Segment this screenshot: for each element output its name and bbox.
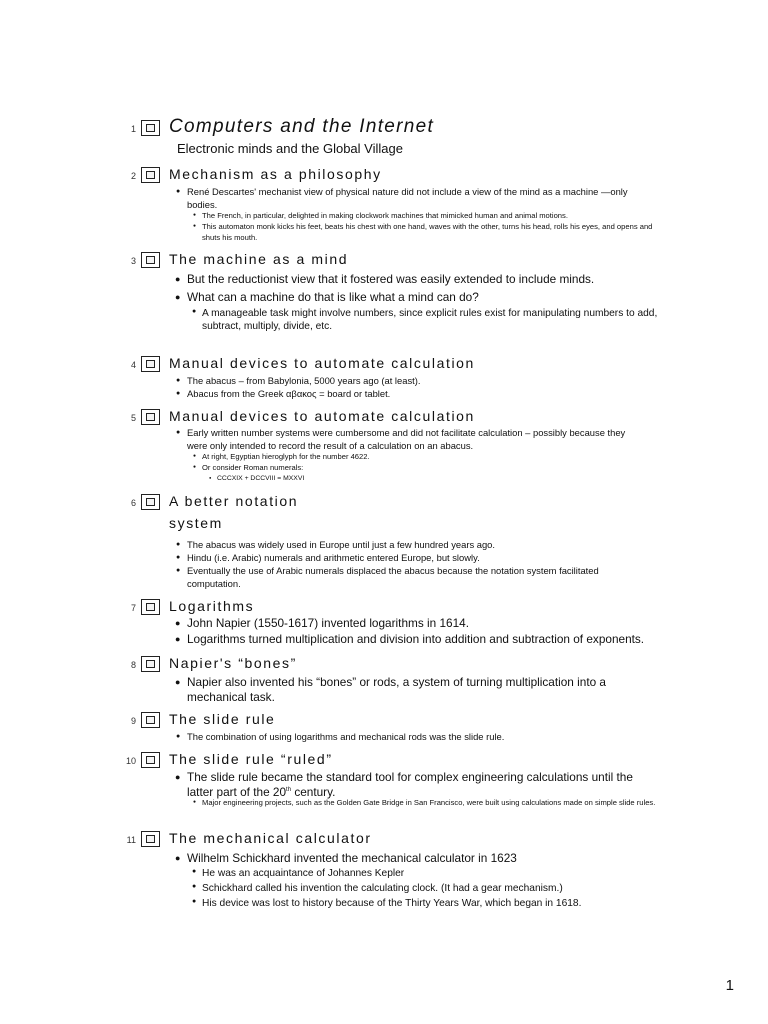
bullet-item: ● This automaton monk kicks his feet, beats his chest with one hand, waves with the other, turns his head, rolls his eyes, and opens and shuts his mouth. xyxy=(202,222,662,243)
bullet-item: ● The combination of using logarithms and mechanical rods was the slide rule. xyxy=(187,730,647,743)
slide-title: The slide rule “ruled” xyxy=(169,751,333,767)
slide-number: 2 xyxy=(130,171,136,181)
slide-title: The machine as a mind xyxy=(169,251,349,267)
slide-thumbnail-icon xyxy=(141,831,160,847)
bullet-item: ● René Descartes' mechanist view of physical nature did not include a view of the mind as a machine —only bodies. xyxy=(187,185,647,211)
bullet-item: ● John Napier (1550-1617) invented logarithms in 1614. xyxy=(187,616,647,631)
bullet-item: ● Early written number systems were cumbersome and did not facilitate calculation – possibly because they were only intended to record the result of a calculation on an abacus. xyxy=(187,426,647,452)
slide-title: A better notation xyxy=(169,493,299,509)
slide-number: 5 xyxy=(130,413,136,423)
slide-number: 8 xyxy=(130,660,136,670)
slide-number: 11 xyxy=(126,835,136,845)
slide-thumbnail-icon xyxy=(141,252,160,268)
bullet-item: ● Hindu (i.e. Arabic) numerals and arithmetic entered Europe, but slowly. xyxy=(187,551,647,564)
bullet-item: ● Wilhelm Schickhard invented the mechanical calculator in 1623 xyxy=(187,851,647,866)
bullet-item: ● The abacus was widely used in Europe until just a few hundred years ago. xyxy=(187,538,647,551)
bullet-item: ● He was an acquaintance of Johannes Kepler xyxy=(202,867,662,880)
bullet-item: ● CCCXIX + DCCVIII = MXXVI xyxy=(217,474,637,483)
bullet-item: ● The French, in particular, delighted in making clockwork machines that mimicked human and animal motions. xyxy=(202,211,662,222)
slide-number: 3 xyxy=(130,256,136,266)
bullet-item: ● At right, Egyptian hieroglyph for the number 4622. xyxy=(202,452,662,463)
bullet-item: ● Napier also invented his “bones” or rods, a system of turning multiplication into a mechanical task. xyxy=(187,675,647,704)
bullet-item: ● The abacus – from Babylonia, 5000 years ago (at least). xyxy=(187,374,647,387)
slide-number: 6 xyxy=(130,498,136,508)
bullet-item: ● Schickhard called his invention the calculating clock. (It had a gear mechanism.) xyxy=(202,882,662,895)
bullet-item: ● A manageable task might involve numbers, since explicit rules exist for manipulating numbers to add, subtract, multiply, divide, etc. xyxy=(202,307,662,333)
slide-thumbnail-icon xyxy=(141,167,160,183)
slide-number: 1 xyxy=(130,124,136,134)
bullet-item: ● His device was lost to history because of the Thirty Years War, which began in 1618. xyxy=(202,897,662,910)
slide-title: Manual devices to automate calculation xyxy=(169,355,475,371)
bullet-item: ● But the reductionist view that it fostered was easily extended to include minds. xyxy=(187,272,647,287)
slide-number: 10 xyxy=(125,756,136,766)
slide-subtitle: Electronic minds and the Global Village xyxy=(177,141,403,156)
bullet-item: ● Abacus from the Greek αβακος = board or tablet. xyxy=(187,387,647,400)
slide-title: The mechanical calculator xyxy=(169,830,372,846)
slide-title: Napier's “bones” xyxy=(169,655,297,671)
slide-title: Manual devices to automate calculation xyxy=(169,408,475,424)
slide-title: Mechanism as a philosophy xyxy=(169,166,382,182)
slide-number: 7 xyxy=(130,603,136,613)
bullet-item: ● Logarithms turned multiplication and division into addition and subtraction of exponents. xyxy=(187,632,647,647)
slide-thumbnail-icon xyxy=(141,752,160,768)
slide-thumbnail-icon xyxy=(141,356,160,372)
slide-thumbnail-icon xyxy=(141,712,160,728)
bullet-item: ● Major engineering projects, such as the Golden Gate Bridge in San Francisco, were built using calculations made on simple slide rules. xyxy=(202,798,662,809)
slide-number: 4 xyxy=(130,360,136,370)
slide-title: The slide rule xyxy=(169,711,276,727)
bullet-item: ● What can a machine do that is like what a mind can do? xyxy=(187,290,647,305)
bullet-item: ● Or consider Roman numerals: xyxy=(202,463,662,474)
slide-thumbnail-icon xyxy=(141,120,160,136)
slide-thumbnail-icon xyxy=(141,656,160,672)
slide-thumbnail-icon xyxy=(141,599,160,615)
bullet-item: ● Eventually the use of Arabic numerals displaced the abacus because the notation system facilitated computation. xyxy=(187,564,647,590)
slide-number: 9 xyxy=(130,716,136,726)
slide-title: Logarithms xyxy=(169,598,255,614)
page-number: 1 xyxy=(725,977,734,994)
bullet-item: ● The slide rule became the standard tool for complex engineering calculations until the latter part of the 20th century. xyxy=(187,770,647,799)
slide-thumbnail-icon xyxy=(141,494,160,510)
slide-title-line-2: system xyxy=(169,515,223,531)
slide-title: Computers and the Internet xyxy=(169,116,435,137)
slide-thumbnail-icon xyxy=(141,409,160,425)
